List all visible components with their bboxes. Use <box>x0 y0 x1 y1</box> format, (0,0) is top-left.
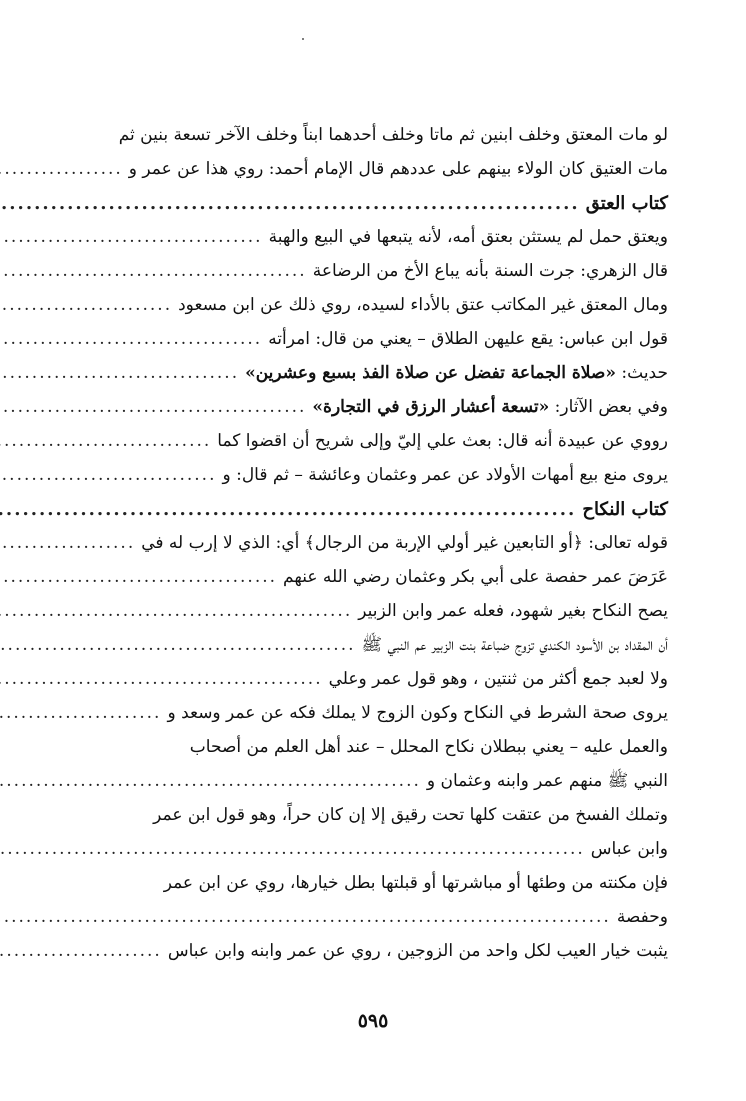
leader-dots <box>0 832 585 866</box>
heading-text: كتاب العتق <box>585 193 668 214</box>
leader-dots <box>0 526 135 560</box>
index-entry <box>78 118 668 152</box>
heading-text: كتاب النكاح <box>582 499 668 520</box>
entry-text <box>245 356 668 390</box>
index-entry <box>78 220 668 254</box>
index-entry <box>78 424 668 458</box>
index-entry <box>78 390 668 424</box>
index-entry <box>78 900 668 934</box>
leader-dots <box>0 220 263 254</box>
leader-dots <box>0 628 356 662</box>
leader-dots <box>0 458 216 492</box>
index-entry <box>78 356 668 390</box>
entry-text: يصح النكاح بغير شهود، فعله عمر وابن الزبير <box>358 601 668 621</box>
entry-text: ولا لعبد جمع أكثر من ثنتين ، وهو قول عمر وعلي <box>328 669 668 689</box>
entry-text: عَرَضَ عمر حفصة على أبي بكر وعثمان رضي الله عنهم <box>283 567 668 587</box>
entry-text: النبي ﷺ منهم عمر وابنه وعثمان و <box>426 771 668 791</box>
leader-dots <box>0 390 306 424</box>
entry-text: قوله تعالى: ﴿أو التابعين غير أولي الإربة من الرجال﴾ أي: الذي لا إرب له في <box>141 533 668 553</box>
index-entry <box>78 152 668 186</box>
entry-text: رووي عن عبيدة أنه قال: بعث علي إليّ وإلى شريح أن اقضوا كما <box>217 431 668 451</box>
leader-dots <box>0 424 211 458</box>
entry-text: أن المقداد بن الأسود الكندي تزوج ضباعة بنت الزبير عم النبي ﷺ <box>361 635 668 655</box>
entry-text: وابن عباس <box>590 839 668 859</box>
leader-dots <box>0 934 162 968</box>
entry-prefix: حديث: <box>616 363 668 383</box>
leader-dots <box>0 493 576 527</box>
leader-dots <box>0 764 421 798</box>
index-entry <box>78 764 668 798</box>
index-entry <box>78 696 668 730</box>
entry-text: يثبت خيار العيب لكل واحد من الزوجين ، روي عن عمر وابنه وابن عباس <box>167 941 668 961</box>
index-entry <box>78 628 668 662</box>
index-page <box>78 118 668 968</box>
entry-text: قال الزهري: جرت السنة بأنه يباع الأخ من الرضاعة <box>312 261 668 281</box>
index-entry <box>78 322 668 356</box>
hadith-quote: «صلاة الجماعة تفضل عن صلاة الفذ بسبع وعشرين» <box>245 363 616 383</box>
index-entry <box>78 798 668 832</box>
index-entry <box>78 866 668 900</box>
entry-text: لو مات المعتق وخلف ابنين ثم ماتا وخلف أحدهما ابناً وخلف الآخر تسعة بنين ثم <box>118 125 668 145</box>
entry-text: فإن مكنته من وطئها أو مباشرتها أو قبلتها بطل خيارها، روي عن ابن عمر <box>163 873 668 893</box>
index-entry <box>78 934 668 968</box>
section-heading <box>78 186 668 220</box>
leader-dots <box>0 152 123 186</box>
leader-dots <box>0 594 352 628</box>
entry-text: وتملك الفسخ من عتقت كلها تحت رقيق إلا إن كان حراً، وهو قول ابن عمر <box>153 805 668 825</box>
index-entry <box>78 458 668 492</box>
entry-text: يروى منع بيع أمهات الأولاد عن عمر وعثمان وعائشة – ثم قال: و <box>222 465 668 485</box>
leader-dots <box>0 187 580 221</box>
leader-dots <box>0 560 277 594</box>
entry-text: يروى صحة الشرط في النكاح وكون الزوج لا يملك فكه عن عمر وسعد و <box>167 703 668 723</box>
footer-page-number: ٥٩٥ <box>357 1010 389 1032</box>
leader-dots <box>0 356 239 390</box>
index-entry <box>78 560 668 594</box>
leader-dots <box>0 662 323 696</box>
entry-text: ويعتق حمل لم يستثن بعتق أمه، لأنه يتبعها في البيع والهبة <box>268 227 668 247</box>
athar-quote: «تسعة أعشار الرزق في التجارة» <box>312 397 550 417</box>
entry-prefix: وفي بعض الآثار: <box>549 397 668 417</box>
section-heading <box>78 492 668 526</box>
index-entry <box>78 254 668 288</box>
entry-text: وحفصة <box>616 907 668 927</box>
entry-text: قول ابن عباس: يقع عليهن الطلاق – يعني من قال: امرأته <box>268 329 668 349</box>
index-entry <box>78 662 668 696</box>
leader-dots <box>0 322 262 356</box>
index-entry <box>78 594 668 628</box>
entry-text: والعمل عليه – يعني ببطلان نكاح المحلل – عند أهل العلم من أصحاب <box>189 737 668 757</box>
index-entry <box>78 526 668 560</box>
index-entry <box>78 832 668 866</box>
index-entry <box>78 730 668 764</box>
leader-dots <box>0 696 161 730</box>
leader-dots <box>0 254 307 288</box>
index-entry <box>78 288 668 322</box>
scan-speck <box>302 38 304 40</box>
leader-dots <box>0 900 611 934</box>
entry-text <box>312 390 668 424</box>
entry-text: مات العتيق كان الولاء بينهم على عددهم قال الإمام أحمد: روي هذا عن عمر و <box>128 159 668 179</box>
leader-dots <box>0 288 172 322</box>
entry-text: ومال المعتق غير المكاتب عتق بالأداء لسيده، روي ذلك عن ابن مسعود <box>178 295 668 315</box>
